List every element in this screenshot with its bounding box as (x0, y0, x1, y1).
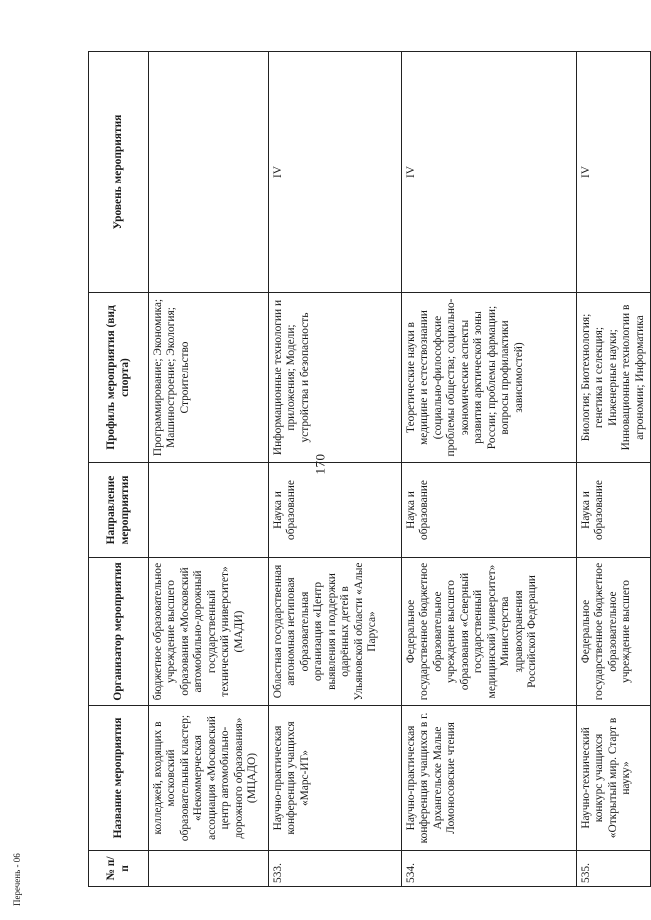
cell-direction: Наука и образование (402, 463, 577, 558)
cell-name: колледжей, входящих в московский образовательный кластер; «Некоммерческая ассоциация «Московский центр автомобильно-дорожного образования» (МЦАДО) (149, 706, 269, 851)
cell-organizer: Федеральное государственное бюджетное образовательное учреждение высшего (577, 558, 651, 706)
footer-note-text: Перечень - 06 (12, 853, 22, 906)
cell-profile: Теоретические науки в медицине и естествознании (социально-философские проблемы общества; социально-экономические аспекты развития арктической зоны России; проблемы фармации; вопросы профилактики зависимостей) (402, 293, 577, 463)
header-direction: Направление мероприятия (89, 463, 149, 558)
header-name: Название мероприятия (89, 706, 149, 851)
cell-profile: Биология; Биотехнология; генетика и селекция; Инженерные науки; Инновационные технологии в агрономии; Информатика (577, 293, 651, 463)
cell-organizer: Областная государственная автономная нетиповая образовательная организация «Центр выявления и поддержки одарённых детей в Ульяновской области «Алые Паруса» (269, 558, 402, 706)
cell-num: 533. (269, 851, 402, 887)
table-row (577, 52, 651, 887)
cell-organizer: бюджетное образовательное учреждение высшего образования «Московский автомобильно-дорожный государственный технический университет» (МАДИ) (149, 558, 269, 706)
table-row (402, 52, 577, 887)
cell-level: IV (402, 52, 577, 293)
events-table-container (88, 52, 646, 887)
cell-direction (149, 463, 269, 558)
cell-direction: Наука и образование (269, 463, 402, 558)
rotated-table-frame (88, 52, 646, 887)
events-table (88, 51, 651, 887)
table-row (149, 52, 269, 887)
cell-num: 535. (577, 851, 651, 887)
cell-name: Научно-практическая конференция учащихся «Марс-ИТ» (269, 706, 402, 851)
cell-num: 534. (402, 851, 577, 887)
table-header-row (89, 52, 149, 887)
table-row (269, 52, 402, 887)
cell-organizer: Федеральное государственное бюджетное образовательное учреждение высшего образования «Северный государственный медицинский университет» Министерства здравоохранения Российской Федерации (402, 558, 577, 706)
cell-num (149, 851, 269, 887)
header-organizer: Организатор мероприятия (89, 558, 149, 706)
header-level: Уровень мероприятия (89, 52, 149, 293)
cell-level (149, 52, 269, 293)
cell-profile: Информационные технологии и приложения; Модели; устройства и безопасность (269, 293, 402, 463)
cell-level: IV (269, 52, 402, 293)
cell-profile: Программирование; Экономика; Машиностроение; Экология; Строительство (149, 293, 269, 463)
cell-name: Научно-технический конкурс учащихся «Открытый мир. Старт в науку» (577, 706, 651, 851)
cell-level: IV (577, 52, 651, 293)
cell-name: Научно-практическая конференция учащихся в г. Архангельске Малые Ломоносовские чтения (402, 706, 577, 851)
page-number-text: 170 (312, 453, 327, 475)
header-profile: Профиль мероприятия (вид спорта) (89, 293, 149, 463)
cell-direction: Наука и образование (577, 463, 651, 558)
header-num: № п/п (89, 851, 149, 887)
